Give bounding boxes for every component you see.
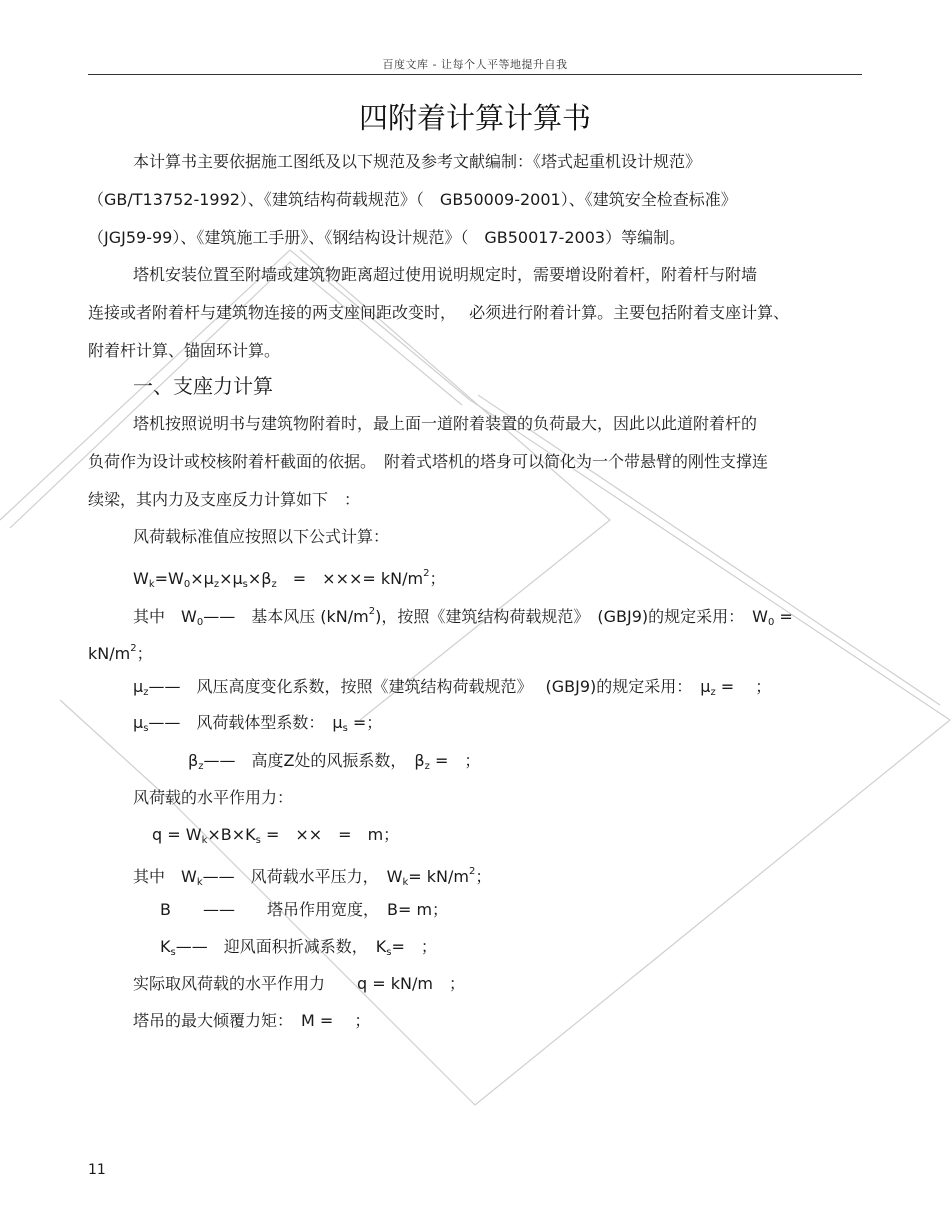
uz-definition: $\mu_z——$ 风压高度变化系数，按照《建筑结构荷载规范》 (GBJ9)的规定采用： $\mu_z$ = ； xyxy=(133,677,772,698)
header-divider xyxy=(88,74,862,75)
w0-unit: $kN/m^2$； xyxy=(88,643,153,663)
intro-line-2: （GB/T13752-1992）、《建筑结构荷载规范》（ GB50009-2001）、《建筑安全检查标准》 xyxy=(88,190,737,209)
page-number: 11 xyxy=(88,1162,106,1178)
para2-line-2: 连接或者附着杆与建筑物连接的两支座间距改变时， 必须进行附着计算。主要包括附着支座计算、 xyxy=(88,303,790,322)
wk-definition: 其中 $W_k——$ 风荷载水平压力， $W_k= kN/m^2$； xyxy=(133,866,492,888)
intro-line-3: （JGJ59-99）、《建筑施工手册》、《钢结构设计规范》（ GB50017-2003）等编制。 xyxy=(88,228,686,247)
w0-definition: 其中 $W_0——$ 基本风压 $(kN/m^2)$，按照《建筑结构荷载规范》 (GBJ9)的规定采用： $W_0$ = xyxy=(133,606,793,628)
overturning-moment: 塔吊的最大倾覆力矩： M = ； xyxy=(133,1011,371,1030)
bz-definition: $\beta_z——$ 高度Z处的风振系数， $\beta_z$ = ； xyxy=(188,751,481,772)
section-heading-1: 一、支座力计算 xyxy=(133,374,273,398)
page-header: 百度文库 - 让每个人平等地提升自我 xyxy=(382,58,568,71)
para3-line-2: 负荷作为设计或校核附着杆截面的依据。 附着式塔机的塔身可以简化为一个带悬臂的刚性支撑连 xyxy=(88,452,769,471)
b-definition: B —— 塔吊作用宽度， B= m； xyxy=(160,900,449,919)
document-title: 四附着计算计算书 xyxy=(358,101,591,135)
intro-line-1: 本计算书主要依据施工图纸及以下规范及参考文献编制：《塔式起重机设计规范》 xyxy=(133,152,702,171)
wk-formula: $W_k=W_0\times\mu_z\times\mu_s\times\beta_z$ = ×××= $kN/m^2$； xyxy=(133,568,446,590)
actual-q-value: 实际取风荷载的水平作用力 q = kN/m ； xyxy=(133,974,465,993)
para3-line-1: 塔机按照说明书与建筑物附着时，最上面一道附着装置的负荷最大，因此以此道附着杆的 xyxy=(133,414,758,433)
para2-line-3: 附着杆计算、锚固环计算。 xyxy=(88,341,281,360)
ks-definition: $K_s——$ 迎风面积折减系数， $K_s=$ ； xyxy=(160,937,437,958)
q-formula: $q = W_k\times B\times K_s$ = ×× = m； xyxy=(152,825,400,846)
horizontal-force-intro: 风荷载的水平作用力： xyxy=(133,788,294,807)
para2-line-1: 塔机安装位置至附墙或建筑物距离超过使用说明规定时，需要增设附着杆，附着杆与附墙 xyxy=(133,265,758,284)
us-definition: $\mu_s——$ 风荷载体型系数： $\mu_s$ =； xyxy=(133,713,383,734)
para3-line-3: 续梁，其内力及支座反力计算如下 ： xyxy=(88,490,361,509)
wind-load-intro: 风荷载标准值应按照以下公式计算： xyxy=(133,527,390,546)
